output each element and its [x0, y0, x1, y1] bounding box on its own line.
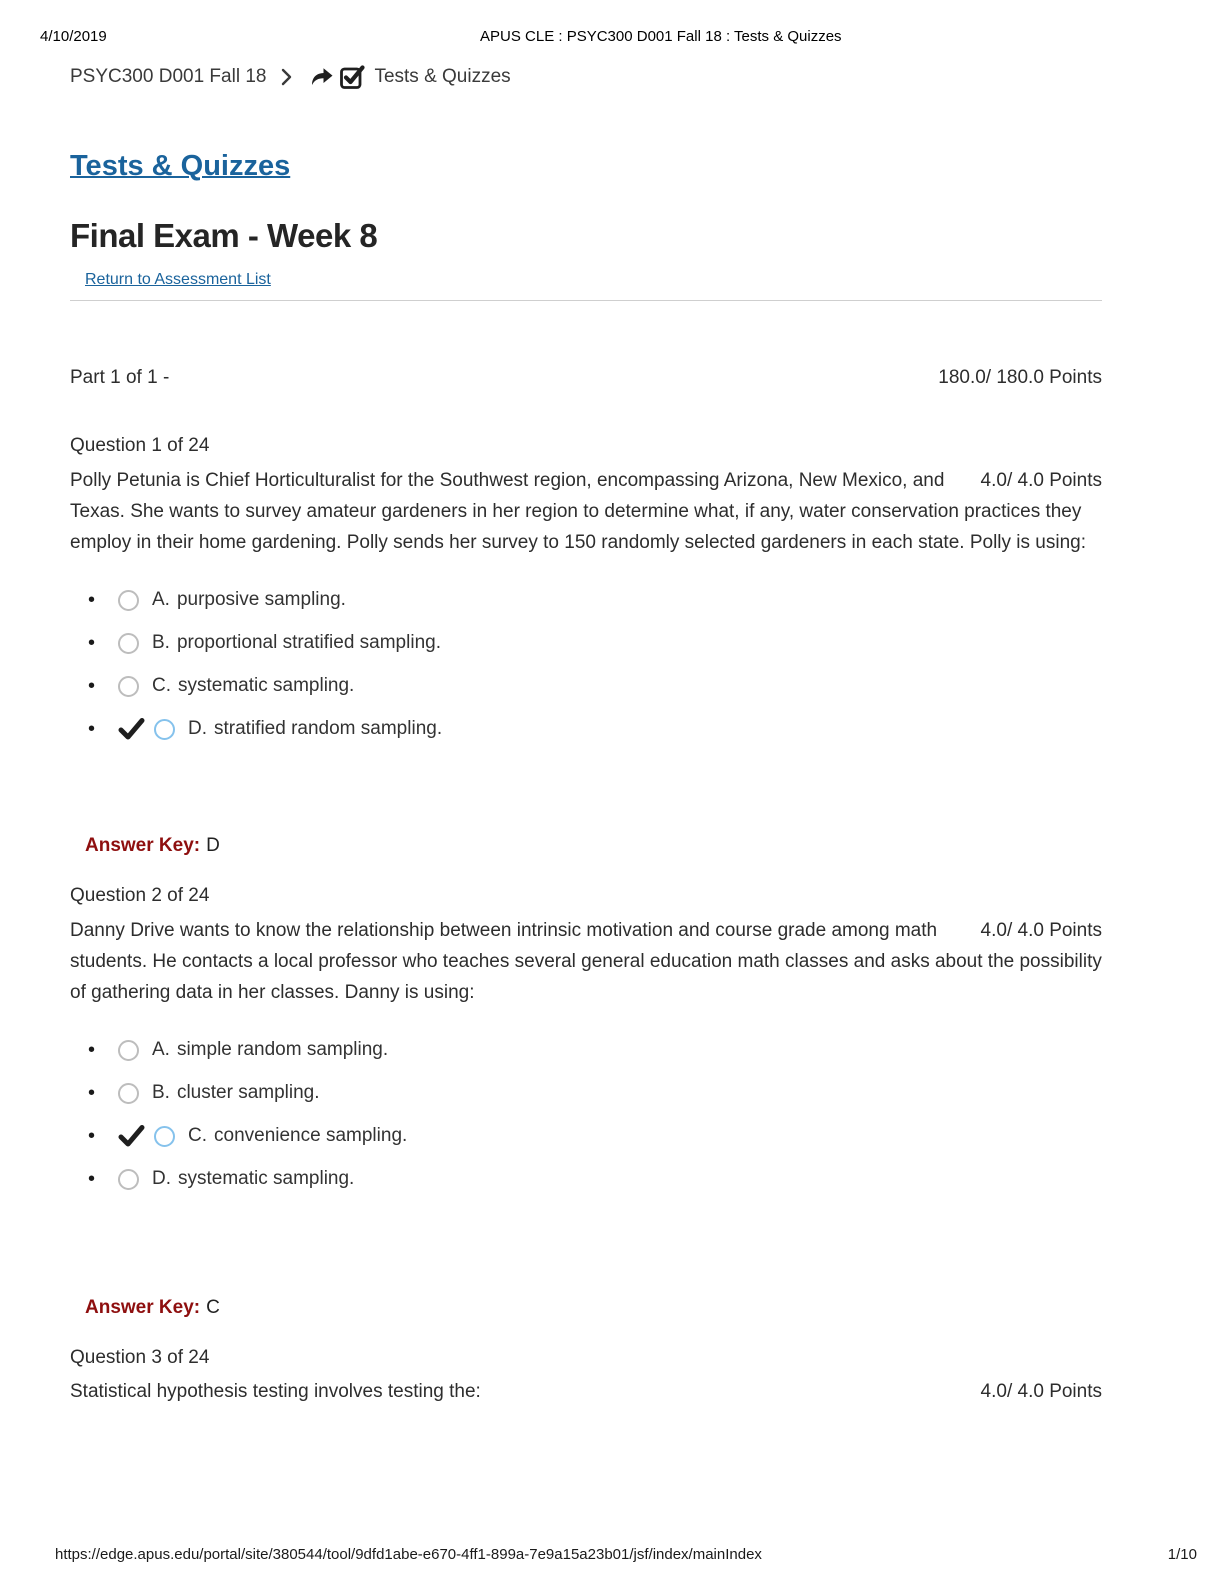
option-letter: A.	[152, 589, 170, 610]
radio-button[interactable]	[118, 590, 139, 611]
answer-key-value: D	[206, 835, 220, 856]
question-2-text: Danny Drive wants to know the relationship between intrinsic motivation and course grade among math students. He contacts a local professor who teaches several general education math classes and asks about the possibility of gathering data in her classes. Danny is using:	[70, 920, 1102, 1003]
part-summary	[70, 367, 1102, 389]
breadcrumb-course-link[interactable]: PSYC300 D001 Fall 18	[70, 66, 267, 87]
correct-answer-check-icon	[118, 1124, 145, 1148]
question-2-text-block	[70, 915, 1102, 1008]
question-3-header: Question 3 of 24	[70, 1347, 210, 1368]
radio-button-selected[interactable]	[154, 719, 175, 740]
answer-key-label: Answer Key:	[85, 835, 201, 856]
breadcrumb	[70, 64, 1102, 90]
question-1-answer-key	[85, 835, 1102, 857]
list-bullet: •	[88, 675, 96, 697]
question-1-header: Question 1 of 24	[70, 435, 210, 456]
print-date: 4/10/2019	[40, 28, 107, 45]
question-2-options	[70, 1038, 1102, 1191]
option-text: systematic sampling.	[178, 675, 355, 696]
option-letter: A.	[152, 1039, 170, 1060]
list-bullet: •	[88, 1082, 96, 1104]
question-1-points: 4.0/ 4.0 Points	[980, 470, 1102, 491]
assessment-title: Final Exam - Week 8	[70, 217, 378, 254]
radio-button[interactable]	[118, 1040, 139, 1061]
list-bullet: •	[88, 1168, 96, 1190]
list-bullet: •	[88, 632, 96, 654]
option-text: stratified random sampling.	[214, 718, 443, 739]
return-link-row	[85, 271, 1102, 289]
part-points: 180.0/ 180.0 Points	[938, 367, 1102, 388]
question-1-text-block	[70, 465, 1102, 558]
part-label: Part 1 of 1 -	[70, 367, 170, 388]
checkbox-checked-icon	[339, 64, 366, 90]
list-bullet: •	[88, 1039, 96, 1061]
question-2-answer-key	[85, 1297, 1102, 1319]
question-1-text: Polly Petunia is Chief Horticulturalist for the Southwest region, encompassing Arizona, New Mexico, and Texas. She wants to survey amateur gardeners in her region to determine what, if any, water conservation practices they employ in their home gardening. Polly sends her survey to 150 randomly selected gardeners in each state. Polly is using:	[70, 470, 1086, 553]
list-bullet: •	[88, 718, 96, 740]
option-letter: D.	[152, 1168, 171, 1189]
option-row	[88, 674, 1102, 698]
option-letter: D.	[188, 718, 207, 739]
answer-key-value: C	[206, 1297, 220, 1318]
question-1-options	[70, 588, 1102, 741]
option-row	[88, 1038, 1102, 1062]
radio-button[interactable]	[118, 1169, 139, 1190]
option-row	[88, 1081, 1102, 1105]
question-3-points: 4.0/ 4.0 Points	[980, 1381, 1102, 1402]
correct-answer-check-icon	[118, 717, 145, 741]
divider	[70, 300, 1102, 301]
option-row	[88, 588, 1102, 612]
option-text: proportional stratified sampling.	[176, 632, 441, 653]
tool-title	[70, 150, 1102, 183]
share-arrow-icon	[309, 65, 335, 89]
return-to-assessment-list-link[interactable]: Return to Assessment List	[85, 271, 271, 288]
list-bullet: •	[88, 589, 96, 611]
radio-button-selected[interactable]	[154, 1126, 175, 1147]
question-3-text: Statistical hypothesis testing involves testing the:	[70, 1381, 481, 1402]
option-text: systematic sampling.	[178, 1168, 355, 1189]
answer-key-label: Answer Key:	[85, 1297, 201, 1318]
option-letter: B.	[152, 1082, 170, 1103]
radio-button[interactable]	[118, 1083, 139, 1104]
option-row	[88, 1167, 1102, 1191]
breadcrumb-tool-label[interactable]: Tests & Quizzes	[374, 66, 511, 87]
list-bullet: •	[88, 1125, 96, 1147]
print-page-title: APUS CLE : PSYC300 D001 Fall 18 : Tests & Quizzes	[480, 28, 842, 45]
print-footer-url: https://edge.apus.edu/portal/site/380544/tool/9dfd1abe-e670-4ff1-899a-7e9a15a23b01/jsf/index/mainIndex	[55, 1546, 762, 1563]
option-letter: C.	[152, 675, 171, 696]
radio-button[interactable]	[118, 633, 139, 654]
option-text: convenience sampling.	[214, 1125, 408, 1146]
option-letter: C.	[188, 1125, 207, 1146]
option-text: simple random sampling.	[176, 1039, 389, 1060]
option-row-correct	[88, 1124, 1102, 1148]
option-text: cluster sampling.	[176, 1082, 320, 1103]
question-2-points: 4.0/ 4.0 Points	[980, 920, 1102, 941]
chevron-right-icon	[280, 67, 293, 87]
option-row	[88, 631, 1102, 655]
question-2-header: Question 2 of 24	[70, 885, 210, 906]
option-row-correct	[88, 717, 1102, 741]
question-3-text-block	[70, 1376, 1102, 1407]
radio-button[interactable]	[118, 676, 139, 697]
tests-quizzes-link[interactable]: Tests & Quizzes	[70, 150, 291, 182]
print-footer-page-number: 1/10	[1167, 1546, 1197, 1563]
main-content	[70, 0, 1102, 1407]
option-text: purposive sampling.	[176, 589, 346, 610]
option-letter: B.	[152, 632, 170, 653]
